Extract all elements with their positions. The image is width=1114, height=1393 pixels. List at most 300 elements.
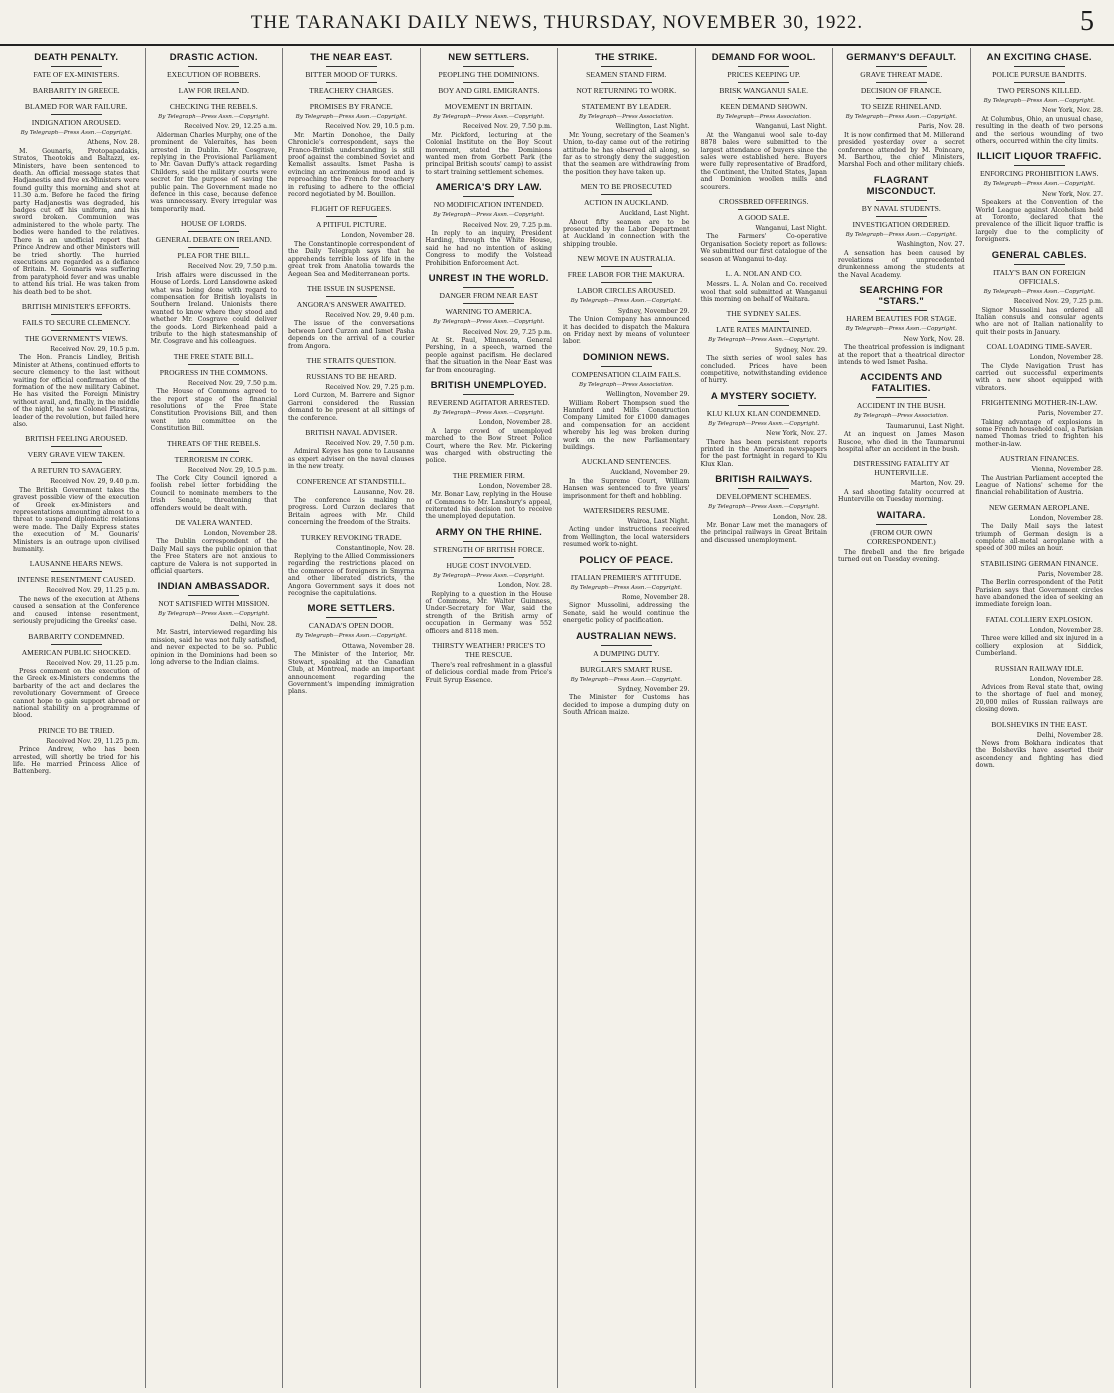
divider [1014,66,1065,67]
divider [738,82,789,83]
article-subheading: A GOOD SALE. [737,213,790,223]
divider [463,287,514,288]
column-4 [421,48,559,1388]
article-dateline: Received Nov. 29, 11.25 p.m. [46,737,140,745]
article-subheading: BY NAVAL STUDENTS. [861,203,941,213]
divider [738,98,789,99]
divider [1014,82,1065,83]
divider [876,524,927,525]
article-subheading: TO SEIZE RHINELAND. [860,102,942,111]
divider [51,314,102,315]
article-dateline: Wellington, November 29. [605,391,690,399]
article-dateline: Vienna, November 28. [1031,466,1103,474]
article-subheading: DANGER FROM NEAR EAST [439,291,538,301]
article-byline: By Telegraph—Press Assn.—Copyright. [433,572,545,579]
article-subheading: FLIGHT OF REFUGEES. [310,204,392,214]
article-subheading: FRIGHTENING MOTHER-IN-LAW. [981,398,1098,408]
column-6 [696,48,834,1388]
divider [463,66,514,67]
article [976,52,1104,145]
article-subheading: EXECUTION OF ROBBERS. [167,70,261,79]
article [426,641,553,684]
article-body: William Robert Thompson sued the Hannford and Mills Construction Company Limited for £1000 damages and compensation for an accident whereby his leg was broken during work on the new Parliamentary buildings. [563,399,690,451]
divider [326,617,377,618]
article-subheading: STATEMENT BY LEADER. [581,102,671,111]
article [13,52,140,296]
article-body: The theatrical profession is indignant at the report that a theatrical director intends to wed Ismet Pasha. [838,344,965,366]
article-body: The Farmers' Co-operative Organisation Society report as follows: We submitted our first catalogue of the season at Wanganui to-day. [700,233,827,263]
article [426,182,553,267]
article-dateline: Auckland, Last Night. [619,210,690,218]
article [976,250,1104,336]
article-dateline: Delhi, November 28. [1036,731,1103,739]
article-dateline: New York, Nov. 28. [1042,107,1103,115]
article-dateline: London, November 28. [478,419,552,427]
article-body: The Daily Mail says the latest triumph of German design is a complete all-metal aeroplane with a speed of 300 miles an hour. [975,523,1103,553]
article-subheading: (FROM OUR OWN CORRESPONDENT.) [866,527,936,546]
article-subheading: BRITISH NAVAL ADVISER. [305,427,398,437]
article-subheading: THE ISSUE IN SUSPENSE. [306,283,396,293]
article [426,380,553,465]
article-subheading: VERY GRAVE VIEW TAKEN. [27,450,125,460]
article-body: Replying to the Allied Commissioners regarding the restrictions placed on the commerce of foreigners in Smyrna and other liberated districts, the Angora Government says it does not recognise the capitulations. [288,553,415,598]
divider [463,82,514,83]
article-headline: DEMAND FOR WOOL. [711,52,816,63]
article-headline: GENERAL CABLES. [991,249,1087,261]
article-body: A sensation has been caused by revelations of unprecedented drunkenness among the students at the Naval Academy. [838,249,965,279]
divider [738,488,789,489]
article [13,559,140,625]
article-subheading: WATERSIDERS RESUME. [583,506,670,515]
article-body: At St. Paul, Minnesota, General Pershing, in a speech, warned the people against pacifism. He declared that the situation in the Near East was far from encouraging. [425,336,552,374]
article-subheading: WARNING TO AMERICA. [445,307,532,317]
article [288,477,415,527]
divider [463,394,514,395]
article-headline: UNREST IN THE WORLD. [428,273,549,285]
article-subheading: CROSSBRED OFFERINGS. [719,197,809,207]
article-subheading: PRINCE TO BE TRIED. [38,725,115,735]
article-subheading: ACCIDENT IN THE BUSH. [856,401,946,411]
article-subheading: PROGRESS IN THE COMMONS. [159,367,268,377]
divider [463,196,514,197]
article [288,204,415,277]
article-dateline: Paris, Nov. 28. [918,123,965,131]
masthead [0,0,1114,46]
article-body: Mr. Sastri, interviewed regarding his mission, said he was not fully satisfied, and never expected to be so. Public opinion in the Dominions had been so long adverse to the Indian claims. [150,629,277,666]
article [976,342,1104,392]
article-subheading: BRITISH FEELING AROUSED. [25,434,128,444]
divider [51,446,102,447]
article-subheading: DE VALERA WANTED. [175,518,253,528]
article-dateline: Sydney, November 29. [617,307,690,315]
divider [188,98,239,99]
article-dateline: London, Nov. 28. [497,582,552,590]
article [13,726,140,776]
divider [876,397,927,398]
article-subheading: THE FREE STATE BILL. [173,351,254,361]
article-dateline: New York, Nov. 27. [1042,190,1103,198]
column-3 [283,48,421,1388]
article-dateline: Received Nov. 29, 10.5 p.m. [325,123,415,131]
article-headline: THE NEAR EAST. [310,52,393,63]
article-headline: DOMINION NEWS. [582,351,670,363]
article-byline: By Telegraph—Press Assn.—Copyright. [20,130,132,136]
article-body: At an inquest on James Mason Ruscoe, who died in the Taumarunui hospital after an accident in the bush. [838,431,965,453]
article-body: Messrs. L. A. Nolan and Co. received wool that sold submitted at Wanganui this morning on behalf of Waitara. [700,281,827,303]
article-subheading: INDIGNATION AROUSED. [31,118,121,127]
divider [738,405,789,406]
article-body: The Constantinople correspondent of the Daily Telegraph says that he apprehends terrible loss of life in the great trek from Anatolia towards the Aegean Sea and Mediterranean ports. [288,240,415,278]
article-headline: AMERICA'S DRY LAW. [435,182,542,194]
article-byline: By Telegraph—Press Assn.—Copyright. [983,288,1095,295]
divider [876,66,927,67]
article-dateline: London, Nov. 28. [772,513,827,521]
article-byline: By Telegraph—Press Assn.—Copyright. [570,298,682,305]
article-headline: INDIAN AMBASSADOR. [157,581,270,593]
article-byline: By Telegraph—Press Association. [578,114,674,120]
article-headline: WAITARA. [876,509,926,521]
article [976,720,1104,770]
article-body: The firebell and the fire brigade turned out on Tuesday evening. [838,548,965,563]
article [151,518,278,575]
article-byline: By Telegraph—Press Assn.—Copyright. [570,584,682,591]
article-headline: BRITISH RAILWAYS. [715,474,813,486]
article-dateline: Wairoa, Last Night. [627,518,690,525]
article [288,284,415,350]
article-body: The Berlin correspondent of the Petit Parisien says that Government circles have abandoned the idea of seeking an immediate foreign loan. [975,579,1103,609]
article-subheading: THIRSTY WEATHER! PRICE'S TO THE RESCUE. [432,641,546,660]
article-subheading: TURKEY REVOKING TRADE. [300,532,402,542]
article-body: Mr. Martin Donohoe, the Daily Chronicle's correspondent, says the Franco-British understanding is still proof against the combined Soviet and Kemalist assaults. Ismet Pasha is evincing an acrimonious mood and is reproaching the French for treachery in refusing to adhere to the official record negotiated by M. Bouillon. [288,131,415,199]
page-number: 5 [1080,6,1094,37]
article-subheading: ITALY'S BAN ON FOREIGN OFFICIALS. [992,267,1086,286]
article-body: The issue of the conversations between Lord Curzon and Ismet Pasha depends on the arrival of a courier from Angora. [288,320,415,350]
article-byline: By Telegraph—Press Assn.—Copyright. [433,114,545,120]
article-subheading: POLICE PURSUE BANDITS. [992,70,1087,79]
article-subheading: NOT RETURNING TO WORK. [576,86,677,95]
article [701,52,828,191]
article [426,527,553,635]
article-body: Signor Mussolini has ordered all Italian consuls and consular agents who are not of Italian nationality to quit their posts in January. [975,306,1103,336]
article-body: At Columbus, Ohio, an unusual chase, resulting in the death of two persons and the serious wounding of two others, occurred within the city limits. [975,115,1103,146]
article [151,219,278,345]
article-byline: By Telegraph—Press Assn.—Copyright. [983,98,1095,104]
column-8 [971,48,1109,1388]
article-dateline: Constantinople, Nov. 28. [335,544,415,552]
article-byline: By Telegraph—Press Assn.—Copyright. [708,337,820,344]
article-dateline: London, November 28. [478,482,552,490]
article [151,52,278,213]
article-body: The House of Commons agreed to the report stage of the financial resolutions of the Free State Constitution Provisions Bill, and then went into committee on the Constitution Bill. [150,388,277,433]
article-headline: DRASTIC ACTION. [169,52,258,63]
divider [601,82,652,83]
divider [601,266,652,267]
column-1 [8,48,146,1388]
article-headline: ARMY ON THE RHINE. [435,526,543,538]
article-dateline: Marton, Nov. 29. [910,480,965,488]
article-subheading: DEVELOPMENT SCHEMES. [716,492,812,502]
article-subheading: L. A. NOLAN AND CO. [725,269,802,279]
divider [326,66,377,67]
article-dateline: Ottawa, November 28. [342,642,415,650]
divider [51,114,102,115]
article-byline: By Telegraph—Press Assn.—Copyright. [845,114,957,120]
divider [51,462,102,463]
article-body: Taking advantage of explosions in some French household coal, a Parisian named Thomas tried to frighten his mother-in-law. [975,418,1103,448]
article-subheading: BLAMED FOR WAR FAILURE. [24,102,128,111]
article-subheading: STRENGTH OF BRITISH FORCE. [433,544,545,554]
article-dateline: Washington, Nov. 27. [896,241,965,249]
divider [188,231,239,232]
article [563,182,690,248]
article-subheading: A DUMPING DUTY. [593,648,660,658]
article-subheading: LAW FOR IRELAND. [178,86,249,95]
article-subheading: NEW GERMAN AEROPLANE. [989,502,1090,512]
divider [601,98,652,99]
article [426,471,553,521]
article-subheading: FAILS TO SECURE CLEMENCY. [22,317,131,327]
article-headline: A MYSTERY SOCIETY. [710,390,817,402]
article [838,175,965,279]
article-dateline: Athens, Nov. 28. [87,139,140,147]
article [976,664,1104,714]
article-dateline: New York, Nov. 28. [903,335,965,343]
divider [188,595,239,596]
article [701,474,828,544]
article-headline: BRITISH UNEMPLOYED. [430,379,547,391]
article-body: The Cork City Council ignored a foolish rebel letter forbidding the Council to nominate members to the Irish Senate, threatening that offenders would be dealt with. [150,475,277,512]
article-dateline: Paris, November 27. [1037,410,1103,418]
article-subheading: THE SYDNEY SALES. [726,309,801,319]
article-headline: AUSTRALIAN NEWS. [576,630,677,642]
article-headline: AN EXCITING CHASE. [986,52,1092,63]
article-body: Mr. Bonar Law, replying in the House of Commons to Mr. Lansbury's appeal, reiterated his decision not to receive the unemployed deputation. [425,491,552,521]
article-dateline: Received Nov. 29, 10.5 p.m. [187,466,277,474]
article-body: Press comment on the execution of the Greek ex-Ministers condemns the barbarity of the act and declares the revolutionary Government of Greece cannot hope to gain support abroad or national stability on a programme of blood. [13,667,140,720]
article-byline: By Telegraph—Press Assn.—Copyright. [708,504,820,511]
article-subheading: ITALIAN PREMIER'S ATTITUDE. [570,572,682,582]
article-dateline: Sydney, Nov. 29. [774,346,827,354]
article-dateline: London, November 28. [1029,626,1103,634]
article [701,269,828,303]
article-body: The Union Company has announced it has decided to dispatch the Makura on Friday next by means of volunteer labor. [563,316,690,346]
article-dateline: London, November 28. [1029,514,1103,522]
article-subheading: DECISION OF FRANCE. [860,86,942,95]
divider [738,209,789,210]
article [563,506,690,549]
article-body: Irish affairs were discussed in the House of Lords. Lord Lansdowne asked what was being done with regard to compensation for British loyalists in Southern Ireland. Unionists there wanted to know where they stood and whether Mr. Cosgrave could deliver the goods. Lord Birkenhead paid a tribute to the high statesmanship of Mr. Cosgrave and his colleagues. [150,271,277,346]
article-subheading: A PITIFUL PICTURE. [316,220,387,230]
article-byline: By Telegraph—Press Association. [716,114,812,120]
article [838,459,965,503]
article-dateline: London, November 28. [1029,675,1103,683]
article-dateline: Received Nov. 29, 7.50 p.m. [325,439,415,447]
article [976,559,1104,609]
article-body: Alderman Charles Murphy, one of the prominent de Valeraites, has been arrested in Dublin. Mr. Cosgrave, replying in the Provisional Parliament to Mr. Gavan Duffy's attack regarding Childers, said the military courts were secret for the purpose of saving the public pain. The Government made no defence in this case, because defence was unnecessary. Every irregular was temporarily mad. [150,131,277,213]
divider [601,569,652,570]
article [838,52,965,169]
article-subheading: NEW MOVE IN AUSTRALIA. [577,254,676,264]
article-body: There has been persistent reports printed in the American newspapers for the past fortnight in regard to Klu Klux Klan. [700,438,827,468]
article-subheading: PROMISES BY FRANCE. [309,102,393,111]
article-body: The Minister for Customs has decided to impose a dumping duty on South African maize. [563,694,690,717]
article-subheading: HOUSE OF LORDS. [180,219,247,229]
article-byline: By Telegraph—Press Assn.—Copyright. [845,231,957,238]
divider [326,216,377,217]
divider [326,368,377,369]
article [563,457,690,500]
article [288,356,415,422]
article-body: At the Wanganui wool sale to-day 8878 bales were submitted to the largest attendance of buyers since the sales were established here. Buyers were fully representative of Bradford, the Continent, the United States, Japan and Dominion woollen mills and scourers. [700,131,827,191]
article [563,352,690,452]
divider [188,66,239,67]
divider [738,66,789,67]
article-body: There's real refreshment in a glassful of delicious cordial made from Price's Fruit Syrup Essence. [425,662,552,684]
article-dateline: London, November 28. [341,232,415,240]
article-subheading: BARBARITY CONDEMNED. [28,631,125,641]
divider [463,541,514,542]
article-subheading: INTENSE RESENTMENT CAUSED. [17,575,136,585]
article [976,503,1104,553]
divider [51,82,102,83]
article-body: News from Bokhara indicates that the Bolsheviks have asserted their ascendency and fighting has died down. [975,739,1103,770]
article-subheading: BRISK WANGANUI SALE. [719,86,809,95]
article-subheading: ACTION IN AUCKLAND. [583,198,669,208]
article-dateline: Paris, November 28. [1037,570,1103,578]
article-dateline: Received Nov. 29, 9.40 p.m. [50,478,140,486]
article-dateline: Received Nov. 29, 9.40 p.m. [325,311,415,319]
article [13,434,140,553]
article-subheading: AUSTRIAN FINANCES. [999,454,1079,464]
article-subheading: BOLSHEVIKS IN THE EAST. [991,719,1088,729]
article-headline: ACCIDENTS AND FATALITIES. [860,372,943,395]
article [563,555,690,625]
divider [51,644,102,645]
article [701,391,828,468]
article-body: The Hon. Francis Lindley, British Minister at Athens, continued efforts to secure clemency to the last without waiting for official confirmation of the formation of the new military Cabinet. He has visited the Foreign Ministry without avail, and, finally, in the middle of the night, he saw Colonel Plastiras, leader of the revolution, but failed here also. [13,354,140,428]
article-dateline: Received Nov. 29, 7.50 p.m. [187,263,277,271]
article-body: It is now confirmed that M. Millerand presided yesterday over a secret conference attended by M. Poincare, M. Barthou, the chief Ministers, Marshal Foch and other military chiefs. [838,131,965,169]
divider [188,364,239,365]
divider [876,216,927,217]
article-body: The conference is making no progress. Lord Curzon declares that Britain agrees with Mr. Child concerning the freedom of the Straits. [288,497,415,527]
article-body: A large crowd of unemployed marched to the Bow Street Police Court, where the Rev. Mr. Pickering was charged with obstructing the police. [425,427,552,465]
column-5 [558,48,696,1388]
divider [601,661,652,662]
article [288,533,415,598]
article-headline: NEW SETTLERS. [448,52,530,63]
article [838,510,965,564]
article-subheading: LAUSANNE HEARS NEWS. [29,559,123,569]
article-subheading: NOT SATISFIED WITH MISSION. [158,599,270,609]
article-byline: By Telegraph—Press Assn.—Copyright. [845,326,957,333]
article-subheading: FATE OF EX-MINISTERS. [33,70,120,79]
article [838,285,965,366]
article-byline: By Telegraph—Press Assn.—Copyright. [295,633,407,640]
article-subheading: FREE LABOR FOR THE MAKURA. [567,270,685,280]
article-subheading: PRICES KEEPING UP. [727,70,801,79]
article-subheading: MOVEMENT IN BRITAIN. [444,102,533,111]
article-subheading: HAREM BEAUTIES FOR STAGE. [846,314,957,324]
article [426,52,553,176]
article-body: The Dublin correspondent of the Daily Mail says the public opinion that the Free Staters are not anxious to capture de Valera is not supported in official quarters. [150,538,277,576]
article [838,372,965,453]
newspaper-columns [8,48,1108,1388]
article-byline: By Telegraph—Press Assn.—Copyright. [433,409,545,416]
article-body: Acting under instructions received from Wellington, the local watersiders resumed work to-night. [563,526,690,549]
article-dateline: Received Nov. 29, 11.25 p.m. [46,587,140,595]
article-subheading: RUSSIANS TO BE HEARD. [306,371,397,381]
article-byline: By Telegraph—Press Assn.—Copyright. [433,212,545,219]
article-headline: SEARCHING FOR "STARS." [859,285,944,308]
article [151,439,278,512]
article-body: The news of the execution at Athens caused a sensation at the Conference and caused intense resentment, seriously prejudicing the Greeks' case. [13,595,140,626]
article-dateline: Received Nov. 29, 11.25 p.m. [46,659,140,667]
article-subheading: COMPENSATION CLAIM FAILS. [571,369,681,379]
article-dateline: Taumarunui, Last Night. [886,422,965,430]
divider [601,194,652,195]
divider [188,82,239,83]
divider [601,66,652,67]
divider [188,451,239,452]
article-body: A sad shooting fatality occurred at Hunterville on Tuesday morning. [838,488,965,504]
article-dateline: Received Nov. 29, 7.25 p.m. [1013,298,1103,306]
article-body: The sixth series of wool sales has concluded. Prices have been competitive, notwithstanding evidence of hurry. [700,355,827,385]
article-subheading: BITTER MOOD OF TURKS. [305,70,398,79]
article-subheading: CONFERENCE AT STANDSTILL. [296,476,407,486]
article-body: Advices from Reval state that, owing to the shortage of fuel and money, 20,000 miles of Russian railways are closing down. [975,683,1103,714]
article-subheading: KEEN DEMAND SHOWN. [720,102,808,111]
article-byline: By Telegraph—Press Assn.—Copyright. [158,114,270,120]
article-dateline: Received Nov. 29, 12.25 a.m. [184,123,277,131]
divider [876,310,927,311]
article [976,454,1104,497]
article-subheading: PEOPLING THE DOMINIONS. [438,70,539,79]
article-subheading: TREACHERY CHARGES. [309,86,394,95]
article-subheading: AUCKLAND SENTENCES. [581,457,671,467]
article-body: The British Government takes the gravest possible view of the execution of Greek ex-Ministers and representations amounting almost to a threat to suspend diplomatic relations were made. The Daily Express states the execution of M. Gounaris' Ministers is an outrage upon civilised humanity. [13,486,140,554]
article-subheading: NO MODIFICATION INTENDED. [433,200,544,210]
article-dateline: Received Nov. 29, 7.25 p.m. [462,221,552,229]
article-subheading: CANADA'S OPEN DOOR. [308,621,394,631]
article [288,52,415,198]
divider [738,321,789,322]
article-subheading: CHECKING THE REBELS. [169,102,258,111]
article-headline: DEATH PENALTY. [34,52,119,63]
article-dateline: Received Nov. 29, 7.50 p.m. [187,379,277,387]
divider [463,98,514,99]
article-headline: POLICY OF PEACE. [579,554,674,566]
article-headline: ILLICIT LIQUOR TRAFFIC. [976,151,1102,163]
divider [463,303,514,304]
article-byline: By Telegraph—Press Assn.—Copyright. [570,676,682,683]
article-subheading: THE STRAITS QUESTION. [306,355,396,365]
article-body: Lord Curzon, M. Barrere and Signor Garroni considered the Russian demand to be present at all sittings of the conference. [288,392,415,422]
article-body: Mr. Bonar Law met the managers of the principal railways in Great Britain and discussed unemployment. [700,522,827,544]
article-dateline: Received Nov. 29, 7.25 p.m. [462,328,552,336]
article [563,254,690,345]
divider [1014,165,1065,166]
article-subheading: BOY AND GIRL EMIGRANTS. [438,86,540,95]
divider [326,296,377,297]
article-dateline: Received Nov. 29, 10.5 p.m. [50,345,140,353]
article-headline: THE STRIKE. [595,52,658,63]
article-subheading: AMERICAN PUBLIC SHOCKED. [21,647,131,657]
article-subheading: RUSSIAN RAILWAY IDLE. [994,663,1084,673]
article [563,631,690,717]
column-7 [833,48,971,1388]
article [426,273,553,374]
